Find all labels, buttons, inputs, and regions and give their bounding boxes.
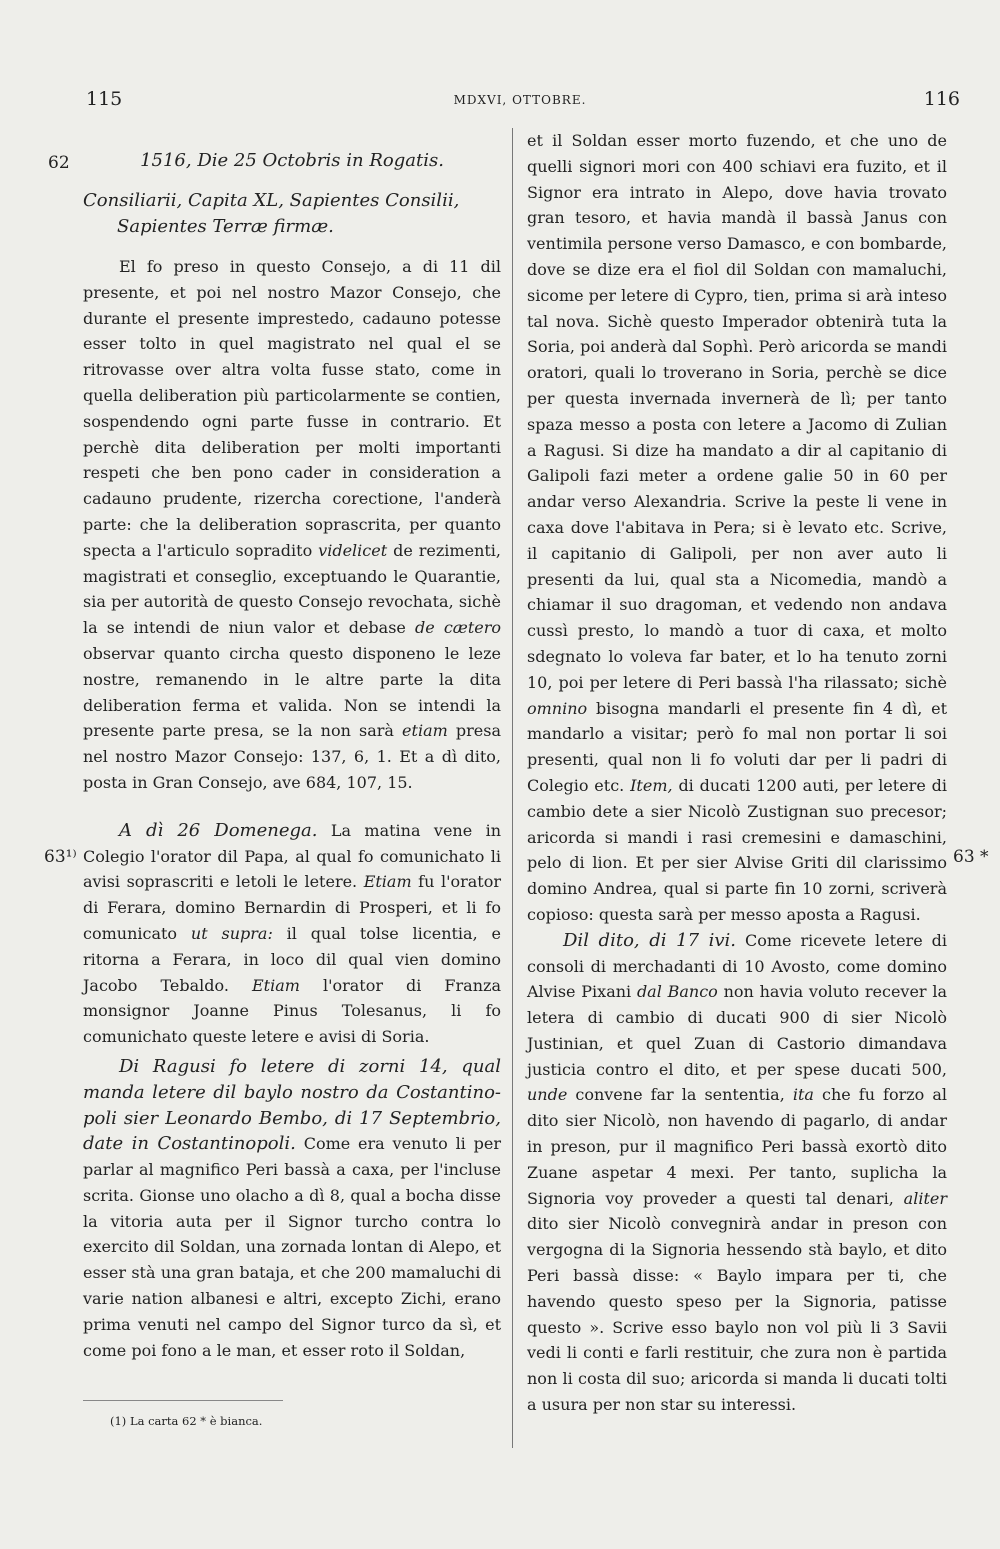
page-header <box>80 88 960 118</box>
entry-subtitle-line1: Consiliarii, Capita XL, Sapientes Consilii, <box>83 190 460 211</box>
column-divider <box>512 128 513 1448</box>
entry-title: 1516, Die 25 Octobris in Rogatis. <box>140 150 444 171</box>
paragraph-dil-dito: Dil dito, di 17 ivi. Come ricevete letere di consoli di merchadanti di 10 Avosto, come domino Alvise Pixani dal Banco non havia voluto recever la letera di cambio di ducati 900 di sier Nicolò Justinian, et quel Zuan di Castorio dimandava justicia contro el dito, et per spese ducati 500, unde convene far la sententia, ita che fu forzo al dito sier Nicolò, non havendo di pagarlo, di andar in preson, pur il magnifico Peri bassà exortò dito Zuane aspetar 4 mexi. Per tanto, suplicha la Signoria voy proveder a questi tal denari, aliter dito sier Nicolò convegnirà andar in preson con vergogna di la Signoria hessendo stà baylo, et dito Peri bassà disse: « Baylo impara per ti, che havendo questo speso per la Signoria, patisse questo ». Scrive esso baylo non vol più li 3 Savii vedi li conti e farli restituir, che zura non è partida non li costa dil suo; aricorda si manda li ducati tolti a usura per non star su interessi. <box>527 929 948 1415</box>
paragraph-ragusi: Di Ragusi fo letere di zorni 14, qual manda letere dil baylo nostro da Costantino-poli sier Leonardo Bembo, di 17 Septembrio, date in Costantinopoli. Come era venuto li per parlar al magnifico Peri bassà a caxa, per l'incluse scrita. Gionse uno olacho a dì 8, qual a bocha disse la vitoria auta per il Signor turcho contra lo exercito dil Soldan, una zornada lontan di Alepo, et esser stà una gran bataja, et che 200 mamaluchi di varie nation albanesi e altri, excepto Zichi, erano prima venuti nel campo del Signor turco da sì, et come poi fono a le man, et esser roto il Soldan, <box>83 1055 501 1360</box>
left-page-number: 115 <box>86 88 123 110</box>
running-title: MDXVI, OTTOBRE. <box>453 93 587 107</box>
paragraph-domenega: A dì 26 Domenega. La matina vene in Colegio l'orator dil Papa, al qual fo comunichato li avisi soprascriti e letoli le letere. Etiam fu l'orator di Ferara, domino Bernardin di Prosperi, et li fo comunicato ut supra: il qual tolse licentia, e ritorna a Ferara, in loco dil qual vien domino Jacobo Tebaldo. Etiam l'orator di Franza monsignor Joanne Pinus Tolesanus, li fo comunichato queste letere e avisi di Soria. <box>83 819 501 1047</box>
paragraph-soldan: et il Soldan esser morto fuzendo, et che uno de quelli signori mori con 400 schiavi era fuzito, et il Signor era intrato in Alepo, dove havia trovato gran tesoro, et havia mandà il bassà Janus con ventimila persone verso Damasco, e con bombarde, dove se dize era el fiol dil Soldan con mamaluchi, sicome per letere di Cypro, tien, prima si arà inteso tal nova. Sichè questo Imperador obtenirà tuta la Soria, poi anderà dal Sophì. Però aricorda se mandi oratori, quali lo troverano in Soria, perchè se dice per questa invernada invernerà de lì; per tanto spaza messo a posta con letere a Jacomo di Zulian a Ragusi. Si dize ha mandato a dir al capitanio di Galipoli fazi meter a ordene galie 50 in 60 per andar verso Alexandria. Scrive la peste li vene in caxa dove l'abitava in Pera; si è levato etc. Scrive, il capitanio di Galipoli, per non aver auto li presenti da lui, qual sta a Nicomedia, mandò a chiamar il suo dragoman, et vedendo non andava cussì presto, lo mandò a tuor di caxa, et molto sdegnato lo voleva far bater, et lo ha tenuto zorni 10, poi per letere di Peri bassà l'ha rilassato; sichè omnino bisogna mandarli el presente fin 4 dì, et mandarlo a visitar; però fo mal non portar li soi presenti, qual non li fo voluti dar per li padri di Colegio etc. Item, di ducati 1200 auti, per letere di cambio dete a sier Nicolò Zustignan suo precesor; aricorda si mandi i rasi cremesini e damaschini, pelo di lion. Et per sier Alvise Griti dil clarissimo domino Andrea, qual si parte fin 10 zorni, scriverà copioso: questa sarà per messo aposta a Ragusi. <box>527 131 947 924</box>
margin-note-63: 63¹⁾ <box>44 847 77 867</box>
margin-note-63-star: 63 * <box>953 847 989 867</box>
paragraph-deliberation: El fo preso in questo Consejo, a di 11 dil presente, et poi nel nostro Mazor Consejo, che durante el presente imprestedo, cadauno potesse esser tolto in quel magistrato nel qual el se ritrovasse over altra volta fusse stato, come in quella deliberation più particolarmente se contien, sospendendo ogni parte fusse in contrario. Et perchè dita deliberation per molti importanti respeti che ben pono cader in consideration a cadauno prudente, rizercha corectione, l'anderà parte: che la deliberation soprascrita, per quanto specta a l'articulo sopradito videlicet de rezimenti, magistrati et conseglio, exceptuando le Quarantie, sia per autorità de questo Consejo revochata, sichè la se intendi de niun valor et debase de cætero observar quanto circha questo disponeno le leze nostre, remanendo in le altre parte la dita deliberation ferma et valida. Non se intendi la presente parte presa, se la non sarà etiam presa nel nostro Mazor Consejo: 137, 6, 1. Et a dì dito, posta in Gran Consejo, ave 684, 107, 15. <box>83 257 502 792</box>
right-page-number: 116 <box>923 88 960 110</box>
entry-subtitle-line2: Sapientes Terræ firmæ. <box>117 216 334 237</box>
margin-note-62: 62 <box>48 153 70 173</box>
left-column <box>83 148 501 1363</box>
right-column <box>527 128 947 1418</box>
footnote: (1) La carta 62 * è bianca. <box>110 1414 263 1428</box>
footnote-rule <box>83 1400 283 1401</box>
